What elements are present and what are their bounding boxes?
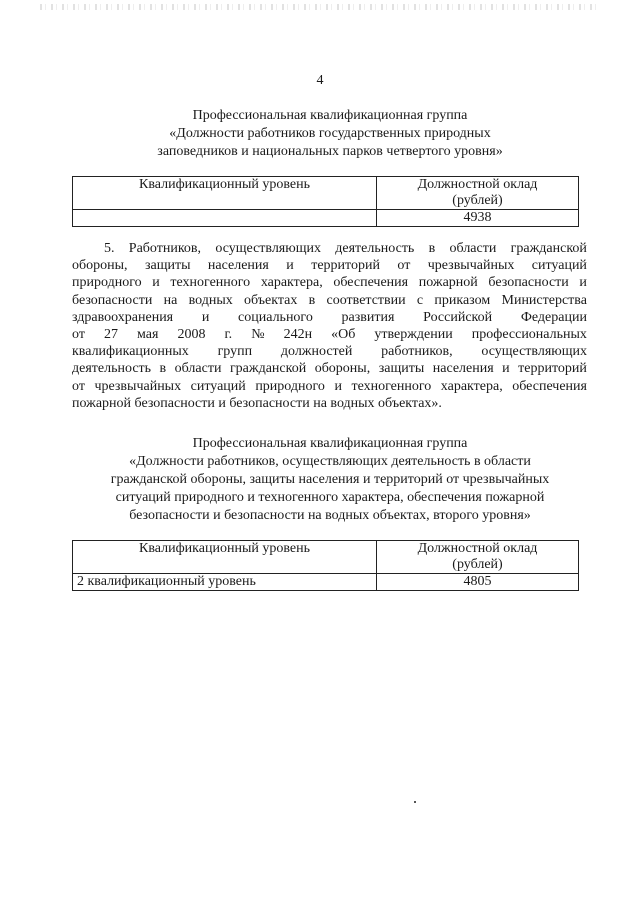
paragraph-line	[72, 257, 587, 274]
word: №	[251, 327, 265, 343]
word: «Об	[331, 327, 356, 343]
word: должностей	[280, 344, 353, 360]
paragraph-line	[72, 326, 587, 343]
header-salary-label: Должностной оклад	[417, 177, 538, 192]
group2-heading-line: Профессиональная квалификационная группа	[192, 436, 468, 451]
word: работников,	[381, 344, 453, 360]
word: населения	[432, 361, 494, 377]
paragraph-line	[72, 309, 587, 326]
scan-artifact	[40, 4, 600, 10]
word: ситуаций	[531, 258, 587, 274]
word: Министерства	[501, 292, 587, 308]
paragraph-line	[72, 240, 587, 257]
word: характера,	[260, 275, 323, 291]
word: характера,	[440, 378, 503, 394]
word: 242н	[283, 327, 313, 343]
word: осуществляющих	[215, 241, 321, 256]
word: гражданской	[229, 361, 307, 377]
body-paragraph	[72, 240, 587, 412]
word: здравоохранения	[72, 309, 174, 325]
word: на	[163, 292, 178, 308]
table-row	[73, 574, 579, 591]
word: групп	[217, 344, 253, 360]
word: и	[152, 275, 160, 291]
word: обеспечения	[333, 275, 409, 291]
word: 5.	[104, 241, 115, 256]
word: и	[502, 361, 510, 377]
word: с	[416, 292, 424, 308]
header-salary-label: Должностной оклад	[417, 541, 538, 556]
word: деятельность	[335, 241, 415, 256]
group1-heading-line: Профессиональная квалификационная группа	[192, 108, 468, 123]
word: области	[449, 241, 497, 256]
word: развития	[341, 309, 395, 325]
word: объектах	[244, 292, 298, 308]
paragraph-last-line: пожарной безопасности и безопасности на водных объектах».	[72, 395, 442, 411]
word: водных	[188, 292, 233, 308]
header-level-cell	[73, 177, 377, 210]
word: от	[72, 378, 85, 394]
paragraph-line	[72, 292, 587, 309]
word: населения	[207, 258, 269, 274]
word: приказом	[434, 292, 491, 308]
word: защиты	[378, 361, 425, 377]
header-level-label: Квалификационный уровень	[139, 177, 310, 192]
word: 27	[103, 327, 118, 343]
salary-value-cell: 4805	[377, 574, 579, 591]
word: территорий	[311, 258, 380, 274]
word: пожарной	[418, 275, 478, 291]
paragraph-line	[72, 378, 587, 395]
word: деятельность	[72, 361, 152, 377]
header-salary-unit: (рублей)	[452, 193, 503, 208]
word: территорий	[518, 361, 587, 377]
word: безопасности	[488, 275, 569, 291]
word: квалификационных	[72, 344, 189, 360]
word: от	[397, 258, 411, 274]
word: обороны,	[72, 258, 128, 274]
word: обороны,	[314, 361, 371, 377]
word: профессиональных	[471, 327, 587, 343]
word: ситуаций	[190, 378, 246, 394]
word: техногенного	[170, 275, 251, 291]
word: техногенного	[351, 378, 432, 394]
word: 2008	[177, 327, 206, 343]
word: от	[72, 327, 85, 343]
word: утверждении	[374, 327, 453, 343]
group2-heading-line: безопасности и безопасности на водных объектах, второго уровня»	[129, 508, 531, 523]
word: защиты	[144, 258, 191, 274]
word: природного	[72, 275, 142, 291]
group2-salary-table	[72, 540, 579, 591]
word: Федерации	[520, 309, 587, 325]
header-salary-cell	[377, 541, 579, 574]
paragraph-line	[72, 343, 587, 360]
table-row	[73, 210, 579, 227]
group2-heading-line: ситуаций природного и техногенного характера, обеспечения пожарной	[115, 490, 545, 505]
table-header-row	[73, 177, 579, 210]
word: и	[579, 275, 587, 291]
word: г.	[224, 327, 233, 343]
paragraph-line	[72, 274, 587, 291]
level-value-cell	[73, 210, 377, 227]
header-level-label: Квалификационный уровень	[139, 541, 310, 556]
word: безопасности	[72, 292, 153, 308]
word: природного	[255, 378, 325, 394]
header-level-cell	[73, 541, 377, 574]
word: чрезвычайных	[94, 378, 182, 394]
word: гражданской	[510, 241, 587, 256]
header-salary-unit: (рублей)	[452, 557, 503, 572]
word: осуществляющих	[481, 344, 587, 360]
word: области	[174, 361, 222, 377]
group1-heading-line: «Должности работников государственных природных	[169, 126, 491, 141]
header-salary-cell	[377, 177, 579, 210]
word: мая	[137, 327, 159, 343]
table-header-row	[73, 541, 579, 574]
word: в	[428, 241, 436, 256]
paragraph-line	[72, 360, 587, 377]
group1-heading	[60, 107, 600, 161]
word: в	[308, 292, 316, 308]
word: чрезвычайных	[427, 258, 515, 274]
word: социального	[238, 309, 313, 325]
word: и	[286, 258, 294, 274]
group2-heading	[60, 435, 600, 525]
word: Российской	[423, 309, 493, 325]
salary-value-cell: 4938	[377, 210, 579, 227]
word: обеспечения	[512, 378, 587, 394]
page-number: 4	[316, 73, 324, 88]
word: Работников,	[128, 241, 202, 256]
level-value-cell: 2 квалификационный уровень	[73, 574, 377, 591]
group2-heading-line: гражданской обороны, защиты населения и территорий от чрезвычайных	[110, 472, 550, 487]
group1-heading-line: заповедников и национальных парков четвертого уровня»	[157, 144, 503, 159]
group2-heading-line: «Должности работников, осуществляющих деятельность в области	[129, 454, 531, 469]
word: и	[334, 378, 342, 394]
word: и	[201, 309, 210, 325]
word: в	[159, 361, 167, 377]
scan-speck	[414, 801, 416, 803]
group1-salary-table	[72, 176, 579, 227]
word: соответствии	[326, 292, 406, 308]
